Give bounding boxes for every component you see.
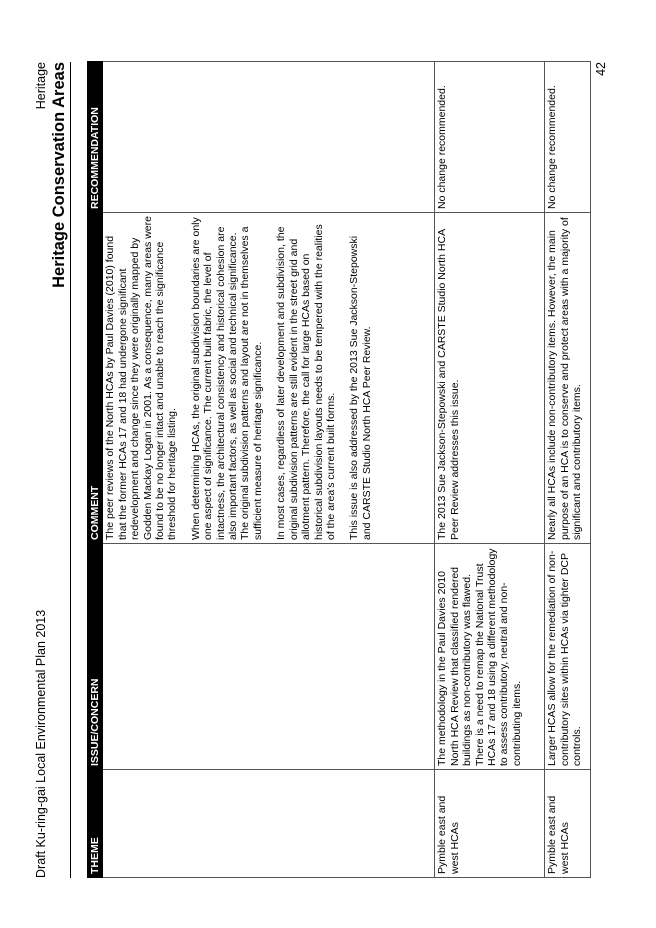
- table-header-row: [88, 62, 103, 878]
- theme-cell: Pymble east and west HCAs: [545, 770, 591, 878]
- comment-cell: [103, 213, 435, 544]
- comment-paragraph: The 2013 Sue Jackson-Stepowski and CARSTE Studio North HCA Peer Review addresses this issue.: [436, 229, 461, 540]
- comment-paragraph: When determining HCAs, the original subdivision boundaries are only one aspect of significance. The current built fabric, the level of intactness, the architectural consistency and historical cohesion are also important factors, as well as social and technical significance. The original subdivision patterns and layout are not in themselves a sufficient measure of heritage significance.: [189, 217, 264, 540]
- comment-paragraph: This issue is also addressed by the 2013 Sue Jackson-Stepowski and CARSTE Studio North HCA Peer Review.: [348, 235, 373, 540]
- issue-cell: Larger HCAS allow for the remediation of non-contributory sites within HCAs via tighter DCP controls.: [545, 544, 591, 770]
- theme-cell: Pymble east and west HCAs: [435, 770, 545, 878]
- page-title: Heritage Conservation Areas: [50, 62, 68, 288]
- comment-paragraph: Nearly all HCAs include non-contributory items. However, the main purpose of an HCA is to conserve and protect areas with a majority of significant and contributory items.: [546, 217, 584, 540]
- issue-cell: The methodology in the Paul Davies 2010 North HCA Review that classified rendered buildings as non-contributory was flawed. There is a need to remap the National Trust HCAs 17 and 18 using a different methodology to assess contributory, neutral and non-contributing items.: [435, 544, 545, 770]
- heritage-table: [87, 61, 591, 878]
- table-row: [545, 62, 591, 878]
- page-number: 42: [594, 62, 608, 76]
- section-label: Heritage: [34, 62, 48, 110]
- table-row: [103, 62, 435, 878]
- table-row: [435, 62, 545, 878]
- column-header-comment: COMMENT: [88, 213, 103, 544]
- theme-cell: [103, 770, 435, 878]
- comment-cell: [545, 213, 591, 544]
- recommendation-cell: No change recommended.: [545, 62, 591, 213]
- column-header-theme: THEME: [88, 770, 103, 878]
- document-title: Draft Ku-ring-gai Local Environmental Plan 2013: [34, 609, 48, 878]
- comment-paragraph: In most cases, regardless of later development and subdivision, the original subdivision patterns are still evident in the street grid and allotment pattern. Therefore, the call for large HCAs based on historical subdivision layouts needs to be tempered with the realities of the area's current built forms.: [275, 224, 337, 540]
- comment-cell: [435, 213, 545, 544]
- header-divider: [70, 62, 71, 878]
- column-header-issue: ISSUE/CONCERN: [88, 544, 103, 770]
- recommendation-cell: [103, 62, 435, 213]
- recommendation-cell: No change recommended.: [435, 62, 545, 213]
- column-header-recommendation: RECOMMENDATION: [88, 62, 103, 213]
- comment-paragraph: The peer reviews of the North HCAs by Paul Davies (2010) found that the former HCAs 17 and 18 had undergone significant redevelopment and change since they were originally mapped by Godden Mackay Logan in 2001. As a consequence, many areas were found to be no longer intact and unable to reach the significance threshold for heritage listing.: [104, 216, 179, 540]
- issue-cell: [103, 544, 435, 770]
